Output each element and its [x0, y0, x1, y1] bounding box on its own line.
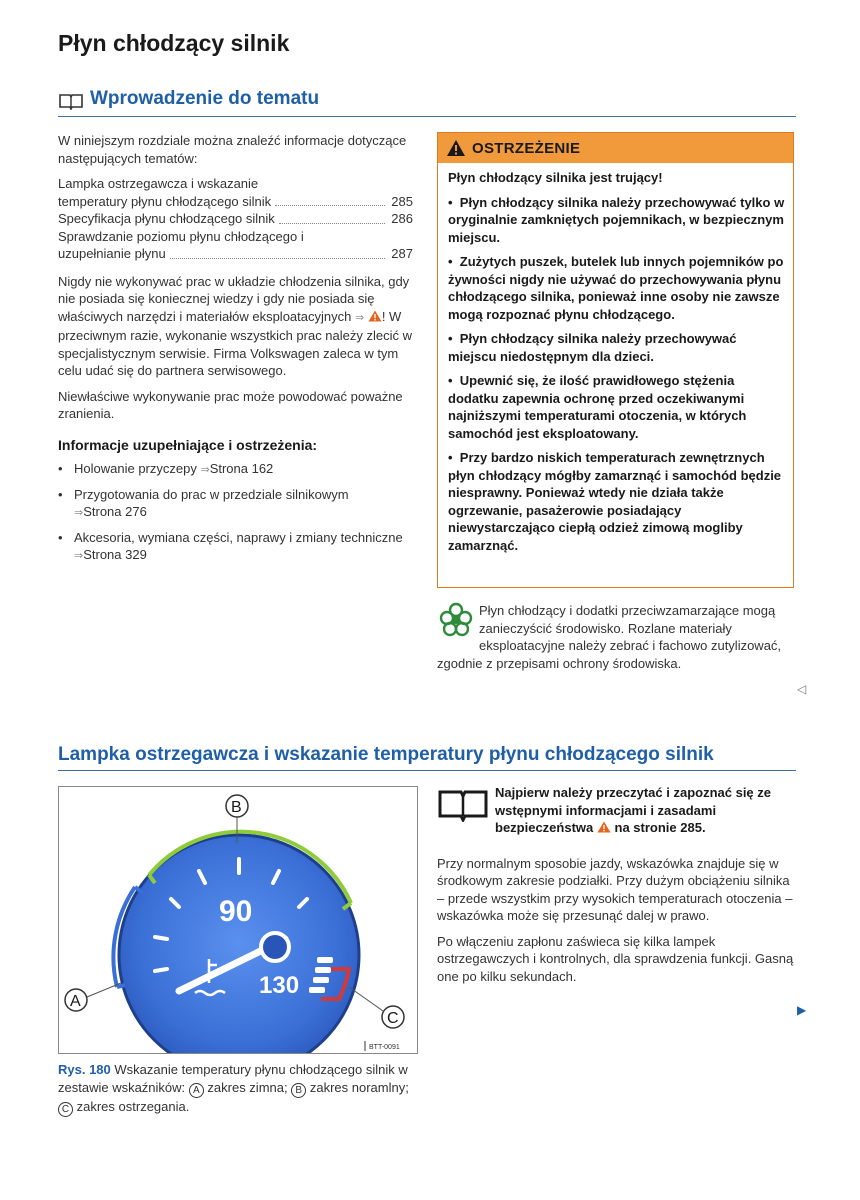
list-item[interactable]: • Przygotowania do prac w przedziale silnikowym ⇒Strona 276	[58, 486, 349, 519]
page-link[interactable]: Strona 162	[209, 461, 274, 476]
callout-a-icon: A	[189, 1083, 204, 1098]
gauge-label-130: 130	[259, 972, 300, 999]
warning-item: • Upewnić się, że ilość prawidłowego stężenia dodatku zapewnia ochronę przed oczekiwanymi najniższymi temperaturami otoczenia, w których samochód jest eksploatowany.	[448, 373, 747, 441]
toc-page: 287	[391, 246, 413, 261]
section-temperature-header	[58, 744, 796, 771]
gauge-label-90: 90	[219, 895, 253, 928]
intro-lead: W niniejszym rozdziale można znaleźć informacje dotyczące następujących tematów:	[58, 133, 407, 166]
next-page-arrow-icon[interactable]: ▶	[797, 1003, 807, 1017]
environment-note: Płyn chłodzący i dodatki przeciwzamarzające mogą zanieczyścić środowisko. Rozlane materiały eksploatacyjne należy zebrać i fachowo zutylizować, zgodnie z przepisami ochrony środowiska.	[437, 603, 782, 671]
warning-header	[438, 133, 793, 163]
intro-paragraph: Nigdy nie wykonywać prac w układzie chłodzenia silnika, gdy nie posiada się koniecznej wiedzy i gdy nie posiada się właściwych narzędzi i materiałów eksploatacyjnych ⇒ ! W przeciwnym razie, wykonanie wszystkich prac należy zlecić w specjalistycznym serwisie. Firma Volkswagen zaleca w tym celu udać się do partnera serwisowego.	[58, 273, 413, 378]
callout-c-icon: C	[58, 1102, 73, 1117]
body-paragraph: Po włączeniu zapłonu zaświeca się kilka lampek ostrzegawczych i kontrolnych, dla sprawdzenia funkcji. Gasną one po kilku sekundach.	[437, 933, 794, 984]
page-link[interactable]: Strona 276	[83, 504, 147, 519]
environment-flower-icon	[437, 602, 475, 638]
figure-code: BTT-0091	[369, 1044, 400, 1051]
warning-item: • Zużytych puszek, butelek lub innych pojemników po żywności nigdy nie używać do przechowywania płynu chłodzącego silnika, ponieważ inne osoby nie zawsze mogą rozpoznać płynu chłodzącego.	[448, 254, 784, 322]
toc-page: 285	[391, 193, 413, 209]
warning-triangle-icon	[597, 821, 611, 833]
temperature-gauge-figure	[58, 786, 418, 1054]
warning-item: • Przy bardzo niskich temperaturach zewnętrznych płyn chłodzący mógłby zamarznąć i samochód będzie niesprawny. Ponieważ wtedy nie działa także ogrzewanie, pasażerowie posiadający niewystarczająco ciepłą odzież zimową mogliby zamarznąć.	[448, 450, 782, 553]
warning-item: • Płyn chłodzący silnika należy przechowywać miejscu niedostępnym dla dzieci.	[448, 331, 737, 364]
warning-item: • Płyn chłodzący silnika należy przechowywać tylko w oryginalnie zamkniętych pojemnikach, w bezpiecznym miejscu.	[448, 194, 785, 245]
page-link[interactable]: Strona 329	[83, 547, 147, 562]
back-triangle-icon[interactable]: ◁	[797, 682, 807, 696]
svg-text:A: A	[70, 993, 81, 1010]
page-title: Płyn chłodzący silnik	[58, 30, 290, 56]
toc-item[interactable]: Sprawdzanie poziomu płynu chłodzącego i uzupełnianie płynu 287	[58, 228, 413, 261]
section-intro-header	[58, 88, 796, 117]
reference-arrow-icon: ⇒	[200, 464, 210, 476]
svg-text:B: B	[231, 799, 242, 816]
figure-caption: Rys. 180 Wskazanie temperatury płynu chłodzącego silnik w zestawie wskaźników: A zakres zimna; B zakres noramlny; C zakres ostrzegania.	[58, 1062, 409, 1115]
warning-body	[438, 163, 793, 554]
warning-heading: OSTRZEŻENIE	[472, 139, 581, 157]
toc-page: 286	[391, 211, 413, 226]
warning-box	[437, 132, 794, 588]
section-temperature-title: Lampka ostrzegawcza i wskazanie temperatury płynu chłodzącego silnik	[58, 744, 714, 765]
gauge-illustration	[59, 787, 418, 1054]
toc-item[interactable]: Specyfikacja płynu chłodzącego silnik 286	[58, 211, 413, 226]
reference-arrow-icon: ⇒	[74, 507, 84, 519]
warning-triangle-icon	[446, 139, 466, 157]
intro-column	[58, 132, 413, 572]
read-first-note: Najpierw należy przeczytać i zapoznać się ze wstępnymi informacjami i zasadami bezpieczeństwa na stronie 285.	[437, 784, 797, 837]
temperature-section-text	[437, 784, 797, 993]
warning-lead: Płyn chłodzący silnika jest trujący!	[448, 170, 663, 185]
warning-triangle-icon	[368, 310, 382, 322]
callout-b-icon: B	[291, 1083, 306, 1098]
reference-arrow-icon: ⇒	[74, 550, 84, 562]
toc-list	[58, 175, 413, 263]
more-info-title: Informacje uzupełniające i ostrzeżenia:	[58, 436, 318, 453]
list-item[interactable]: • Holowanie przyczepy ⇒Strona 162	[58, 461, 274, 476]
reference-arrow-icon: ⇒	[354, 311, 365, 324]
svg-text:C: C	[387, 1010, 399, 1027]
body-paragraph: Przy normalnym sposobie jazdy, wskazówka znajduje się w środkowym zakresie podziałki. Przy dużym obciążeniu silnika – przede wszystkim przy wysokich temperaturach otoczenia – wskazówka może się przesunąć dalej w prawo.	[437, 855, 793, 923]
intro-paragraph-2: Niewłaściwe wykonywanie prac może powodować poważne zranienia.	[58, 388, 403, 421]
toc-item[interactable]: Lampka ostrzegawcza i wskazanie temperatury płynu chłodzącego silnik 285	[58, 176, 413, 209]
section-intro-title: Wprowadzenie do tematu	[90, 88, 320, 109]
book-icon	[437, 788, 489, 822]
book-icon	[58, 92, 84, 110]
list-item[interactable]: • Akcesoria, wymiana części, naprawy i zmiany techniczne ⇒Strona 329	[58, 529, 403, 562]
